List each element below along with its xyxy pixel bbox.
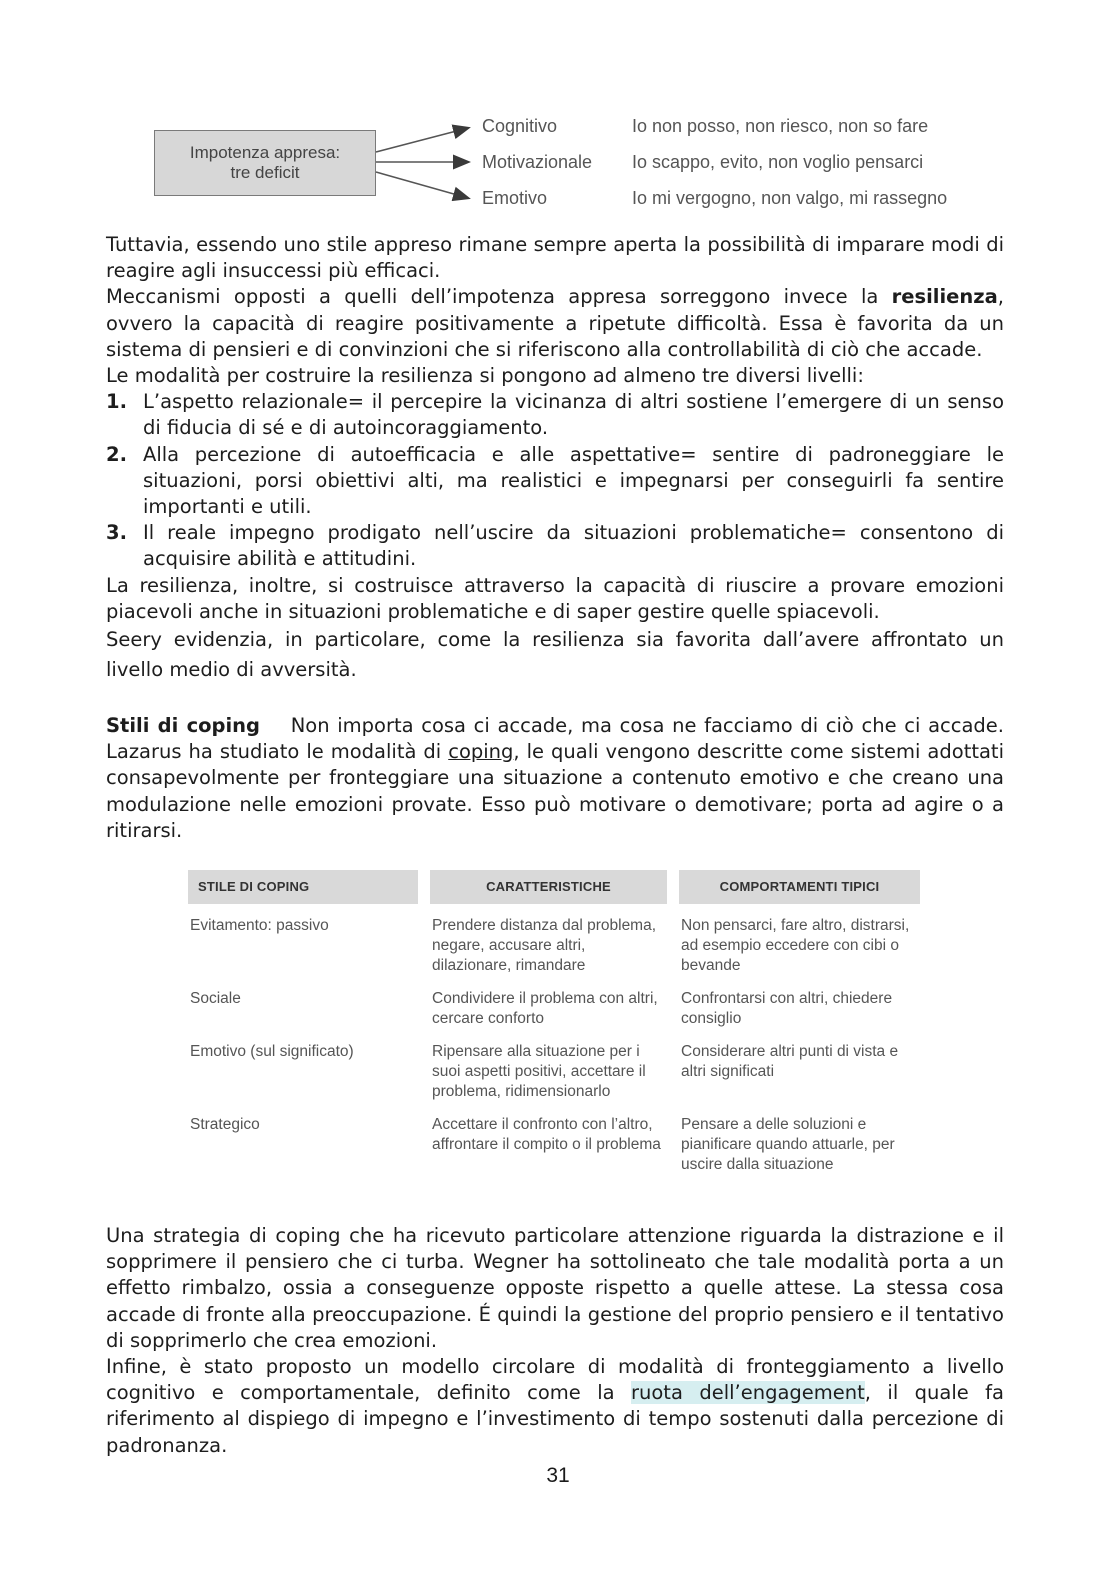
coping-styles-table [188, 870, 920, 1188]
table-cell: Considerare altri punti di vista e altri significati [681, 1043, 899, 1080]
paragraph-engagement [106, 1354, 1004, 1459]
table-row [188, 904, 920, 989]
paragraph-learned-style: Tuttavia, essendo uno stile appreso rimane sempre aperta la possibilità di imparare modi di reagire agli insuccessi più efficaci. [106, 233, 1004, 283]
paragraph-seery: Seery evidenzia, in particolare, come la resilienza sia favorita dall’avere affrontato un livello medio di avversità. [106, 628, 1004, 682]
coping-intro: Non importa cosa ci accade, ma cosa ne facciamo di ciò che ci accade. Lazarus ha studiato le modalità di [106, 714, 1004, 764]
paragraph-levels-intro: Le modalità per costruire la resilienza si pongono ad almeno tre diversi livelli: [106, 364, 864, 388]
paragraph-coping [106, 713, 1004, 844]
table-cell: Condividere il problema con altri, cercare conforto [432, 990, 658, 1027]
branch-desc-motivazionale: Io scappo, evito, non voglio pensarci [632, 152, 924, 172]
resilience-levels-list [106, 389, 1004, 572]
table-cell: Evitamento: passivo [190, 917, 329, 934]
engagement-highlight: ruota dell’engagement [631, 1381, 865, 1405]
page-number: 31 [546, 1464, 570, 1487]
header-coping-style: STILE DI COPING [188, 870, 418, 904]
table-row [188, 989, 920, 1042]
paragraph-positive-emotions: La resilienza, inoltre, si costruisce attraverso la capacità di riuscire a provare emozioni piacevoli anche in situazioni problematiche e di saper gestire quelle spiacevoli. [106, 573, 1004, 623]
list-text: Il reale impegno prodigato nell’uscire da situazioni problematiche= consentono di acquisire abilità e attitudini. [143, 521, 1004, 571]
table-row [188, 1115, 920, 1188]
table-cell: Pensare a delle soluzioni e pianificare quando attuarle, per uscire dalla situazione [681, 1116, 895, 1173]
strategy-section [106, 1223, 1004, 1459]
diagram-box-line1: Impotenza appresa: [189, 143, 341, 162]
arrow-emotivo [376, 172, 468, 198]
list-text: L’aspetto relazionale= il percepire la vicinanza di altri sostiene l’emergere di un senso di fiducia di sé e di autoincoraggiamento. [143, 390, 1004, 440]
table-cell: Prendere distanza dal problema, negare, accusare altri, dilazionare, rimandare [432, 917, 657, 974]
engagement-before: Infine, è stato proposto un modello circolare di modalità di fronteggiamento a livello cognitivo e comportamentale, definito come la [106, 1355, 1004, 1405]
list-number: 2. [106, 442, 127, 466]
coping-heading: Stili di coping [106, 714, 261, 737]
table-row [188, 1042, 920, 1115]
table-cell: Sociale [190, 990, 241, 1007]
branch-desc-cognitivo: Io non posso, non riesco, non so fare [632, 116, 929, 136]
coping-section [106, 713, 1004, 844]
engagement-after: , il quale fa riferimento al dispiego di impegno e l’investimento di tempo sostenuti dalla percezione di padronanza. [106, 1381, 1004, 1457]
coping-rest: , le quali vengono descritte come sistemi adottati consapevolmente per fronteggiare una situazione a contenuto emotivo e che creano una modulazione nelle emozioni provate. Esso può motivare o demotivare; porta ad agire o a ritirarsi. [106, 740, 1004, 842]
diagram-arrows [150, 110, 490, 220]
resilience-section [106, 232, 1004, 685]
table-cell: Confrontarsi con altri, chiedere consiglio [681, 990, 893, 1027]
branch-label-motivazionale: Motivazionale [482, 152, 593, 172]
branch-desc-emotivo: Io mi vergogno, non valgo, mi rassegno [632, 188, 948, 208]
header-typical-behaviors: COMPORTAMENTI TIPICI [679, 870, 920, 904]
table-cell: Ripensare alla situazione per i suoi aspetti positivi, accettare il problema, ridimensionarlo [432, 1043, 646, 1100]
table-cell: Strategico [190, 1116, 260, 1133]
list-number: 1. [106, 390, 127, 414]
table-cell: Emotivo (sul significato) [190, 1043, 354, 1060]
paragraph-distraction: Una strategia di coping che ha ricevuto particolare attenzione riguarda la distrazione e il sopprimere il pensiero che ci turba. Wegner ha sottolineato che tale modalità porta a un effetto rimbalzo, ossia a conseguenze opposte rispetto a quelle attese. La stessa cosa accade di fronte alla preoccupazione. É quindi la gestione del proprio pensiero e il tentativo di sopprimerlo che crea emozioni. [106, 1224, 1004, 1352]
table-cell: Accettare il confronto con l’altro, affrontare il compito o il problema [432, 1116, 661, 1153]
list-number: 3. [106, 521, 127, 545]
coping-term: coping [448, 740, 514, 764]
paragraph-resilience [106, 284, 1004, 363]
arrow-cognitivo [376, 128, 468, 152]
branch-label-cognitivo: Cognitivo [482, 116, 558, 136]
resilience-text-after: , ovvero la capacità di reagire positivamente a ripetute difficoltà. Essa è favorita da un sistema di pensieri e di convinzioni che si riferiscono alla controllabilità di ciò che accade. [106, 285, 1004, 361]
resilience-text-before: Meccanismi opposti a quelli dell’impotenza appresa sorreggono invece la [106, 285, 892, 309]
list-item [106, 389, 1004, 441]
list-item [106, 520, 1004, 572]
header-characteristics: CARATTERISTICHE [430, 870, 667, 904]
learned-helplessness-diagram [150, 110, 980, 220]
diagram-box-line2: tre deficit [230, 163, 300, 182]
table-header-row [188, 870, 920, 904]
list-text: Alla percezione di autoefficacia e alle aspettative= sentire di padroneggiare le situazioni, porsi obiettivi alti, ma realistici e impegnarsi per conseguirli fa sentire importanti e utili. [143, 442, 1004, 519]
branch-label-emotivo: Emotivo [482, 188, 548, 208]
table-cell: Non pensarci, fare altro, distrarsi, ad esempio eccedere con cibi o bevande [681, 917, 910, 974]
list-item [106, 442, 1004, 521]
resilience-term: resilienza [891, 285, 998, 309]
